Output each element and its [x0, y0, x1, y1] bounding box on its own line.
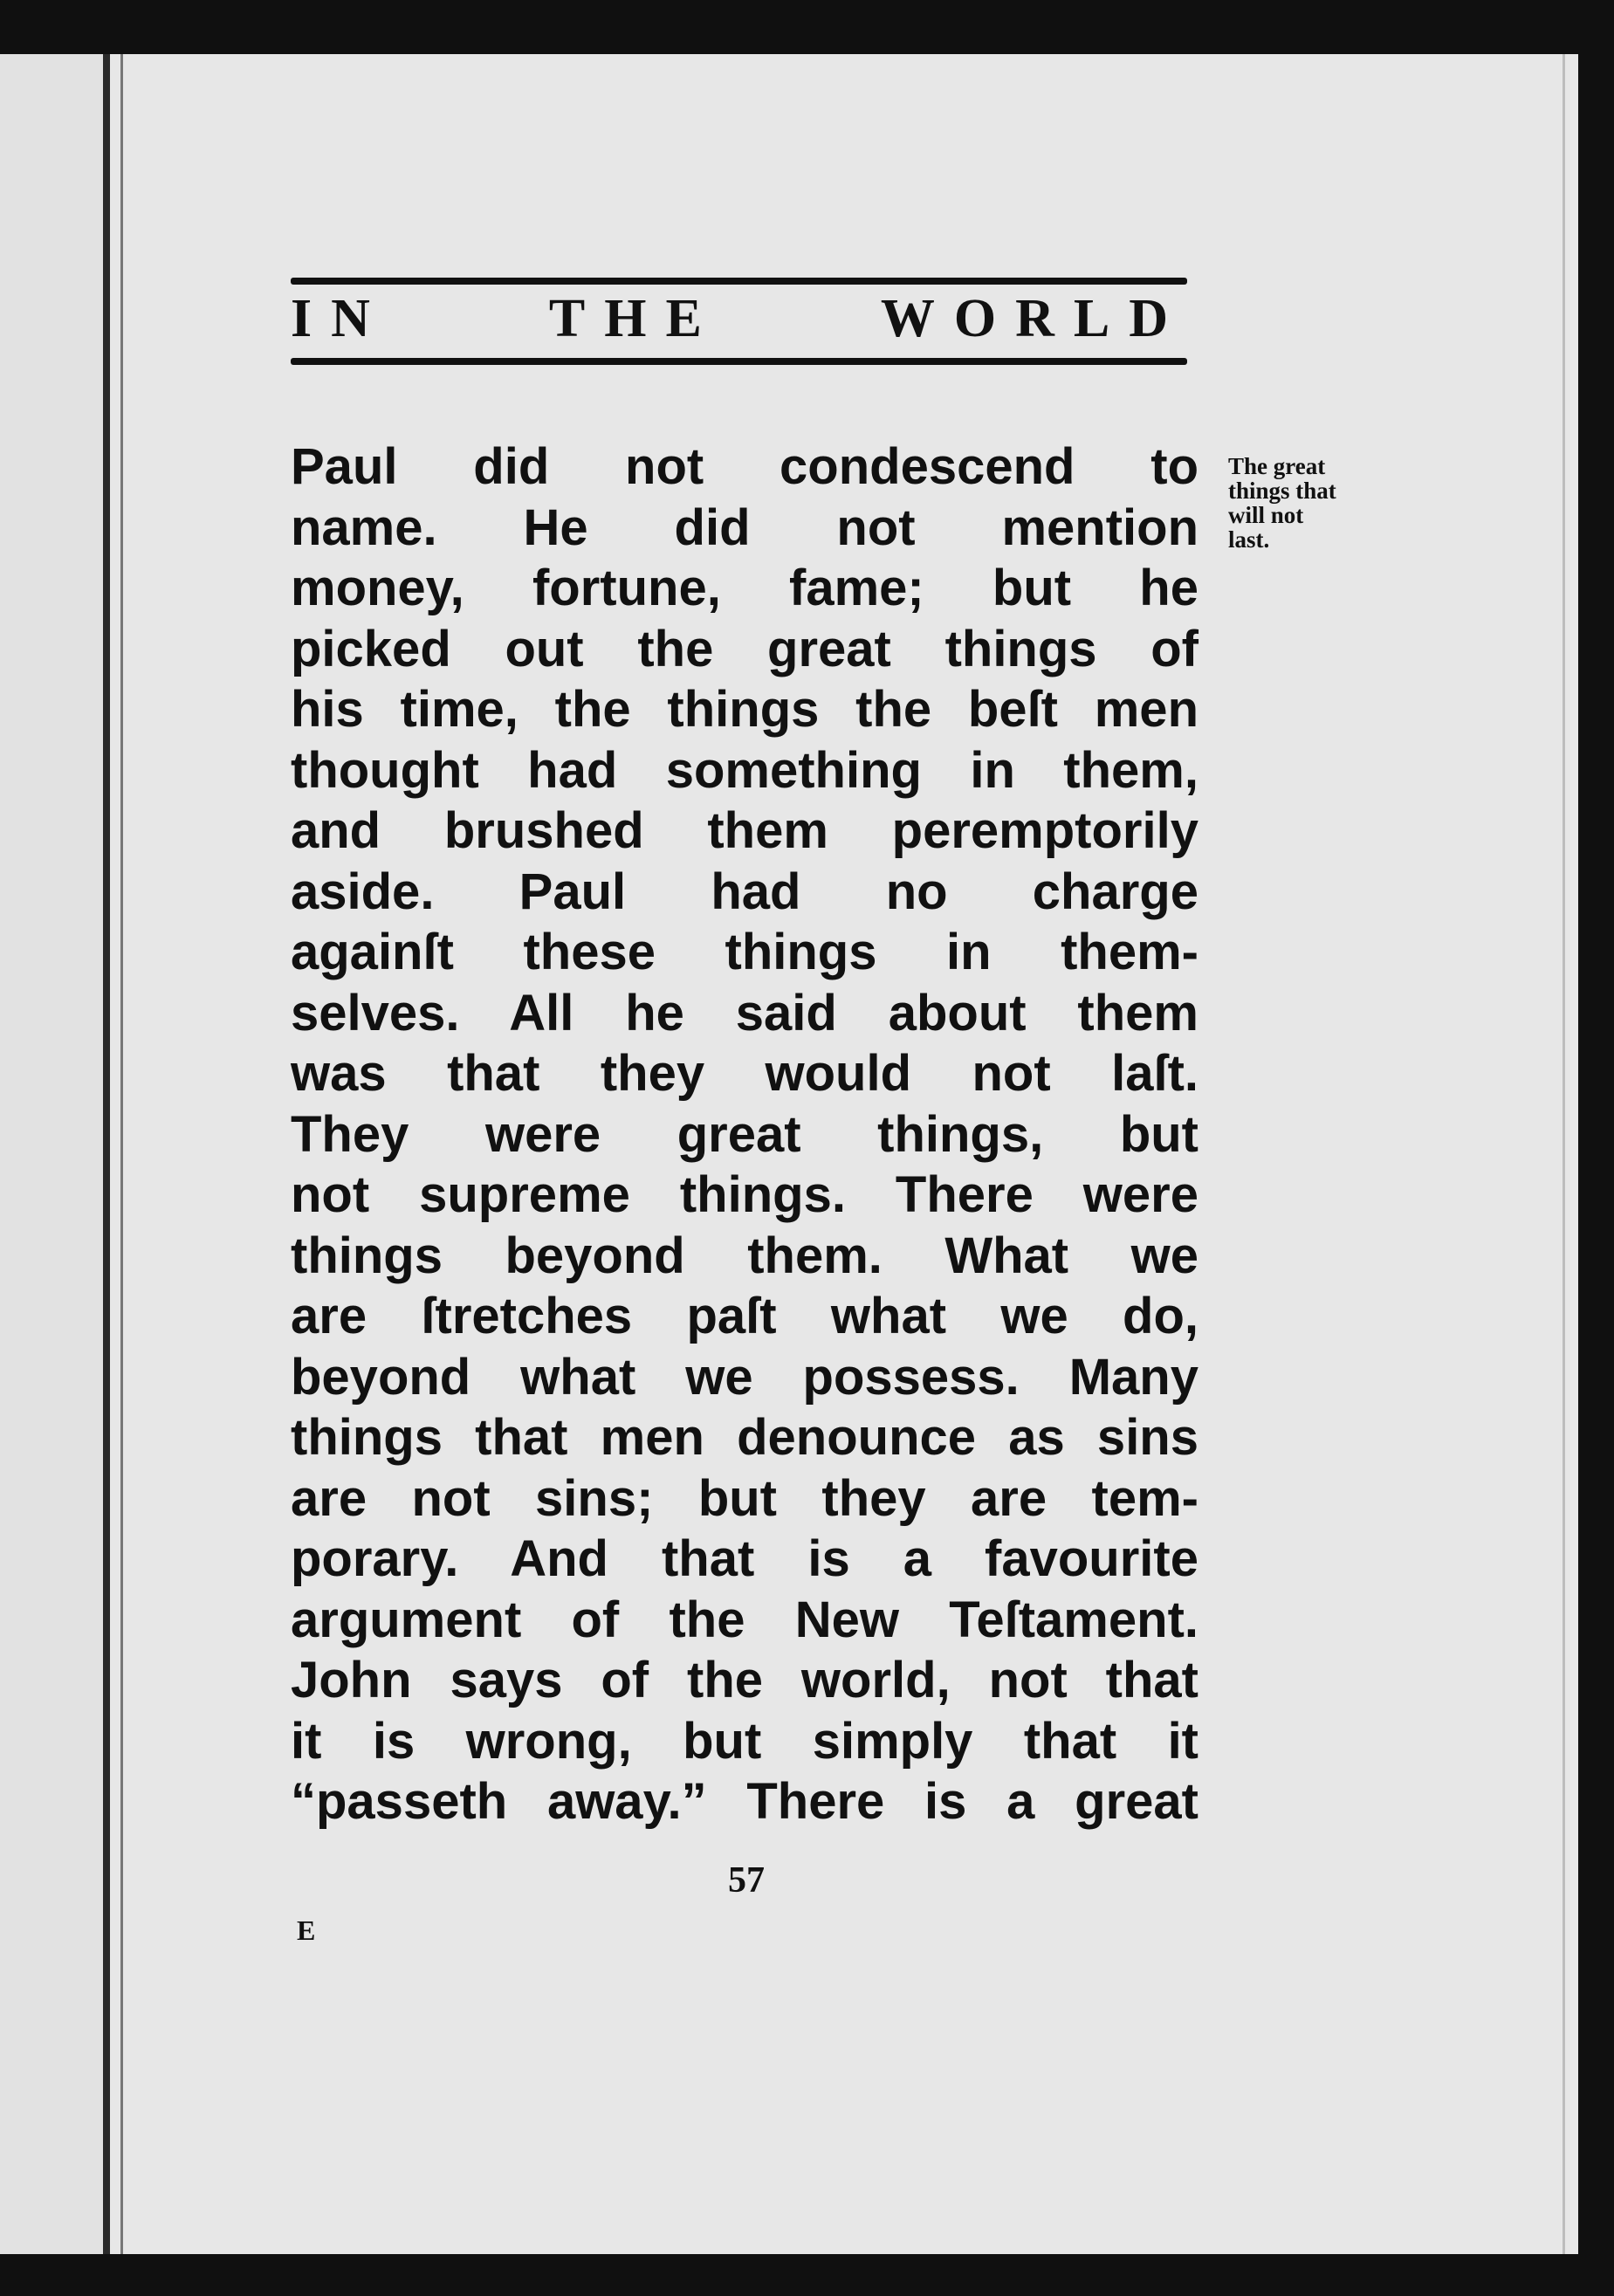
body-paragraph: [291, 437, 1198, 1832]
page-right-edge: [1562, 54, 1565, 2254]
text-line: and brushed them peremptorily: [291, 802, 1198, 859]
text-line: beyond what we possess. Many: [291, 1348, 1198, 1406]
marginal-note: [1228, 454, 1438, 552]
gutter-shadow: [103, 54, 110, 2254]
text-line: are ſtretches paſt what we do,: [291, 1288, 1198, 1344]
text-line: it is wrong, but simply that it: [291, 1712, 1198, 1770]
gutter-line: [120, 54, 123, 2254]
text-line: John says of the world, not that: [291, 1652, 1198, 1708]
text-line: things that men denounce as sins: [291, 1409, 1198, 1466]
running-head-word: IN: [291, 289, 389, 348]
text-line: argument of the New Teſtament.: [291, 1591, 1198, 1648]
text-line: name. He did not mention: [291, 498, 1198, 556]
text-line: not supreme things. There were: [291, 1166, 1198, 1223]
header-rule-bottom: [291, 358, 1187, 365]
text-line: They were great things, but: [291, 1105, 1198, 1163]
text-line: are not sins; but they are tem-: [291, 1469, 1198, 1527]
running-head: [291, 281, 1187, 356]
signature-mark: E: [297, 1914, 316, 1946]
text-line: aside. Paul had no charge: [291, 863, 1198, 920]
marginal-note-line: The great: [1228, 453, 1326, 479]
text-line: againſt these things in them-: [291, 924, 1198, 980]
text-line: thought had something in them,: [291, 741, 1198, 799]
page-number: 57: [728, 1860, 765, 1901]
facing-page-edge: [0, 54, 103, 2254]
text-line: Paul did not condescend to: [291, 438, 1198, 495]
marginal-note-line: will not: [1228, 502, 1304, 528]
running-head-word: WORLD: [880, 289, 1187, 348]
text-line: “passeth away.” There is a great: [291, 1773, 1198, 1830]
marginal-note-line: things that: [1228, 478, 1336, 504]
text-line: porary. And that is a favourite: [291, 1530, 1198, 1587]
text-line: his time, the things the beſt men: [291, 681, 1198, 738]
text-line: selves. All he said about them: [291, 984, 1198, 1041]
text-line: money, fortune, fame; but he: [291, 560, 1198, 616]
text-line: was that they would not laſt.: [291, 1045, 1198, 1102]
marginal-note-line: last.: [1228, 526, 1270, 553]
running-head-word: THE: [548, 289, 721, 348]
text-line: things beyond them. What we: [291, 1227, 1198, 1284]
text-line: picked out the great things of: [291, 620, 1198, 677]
